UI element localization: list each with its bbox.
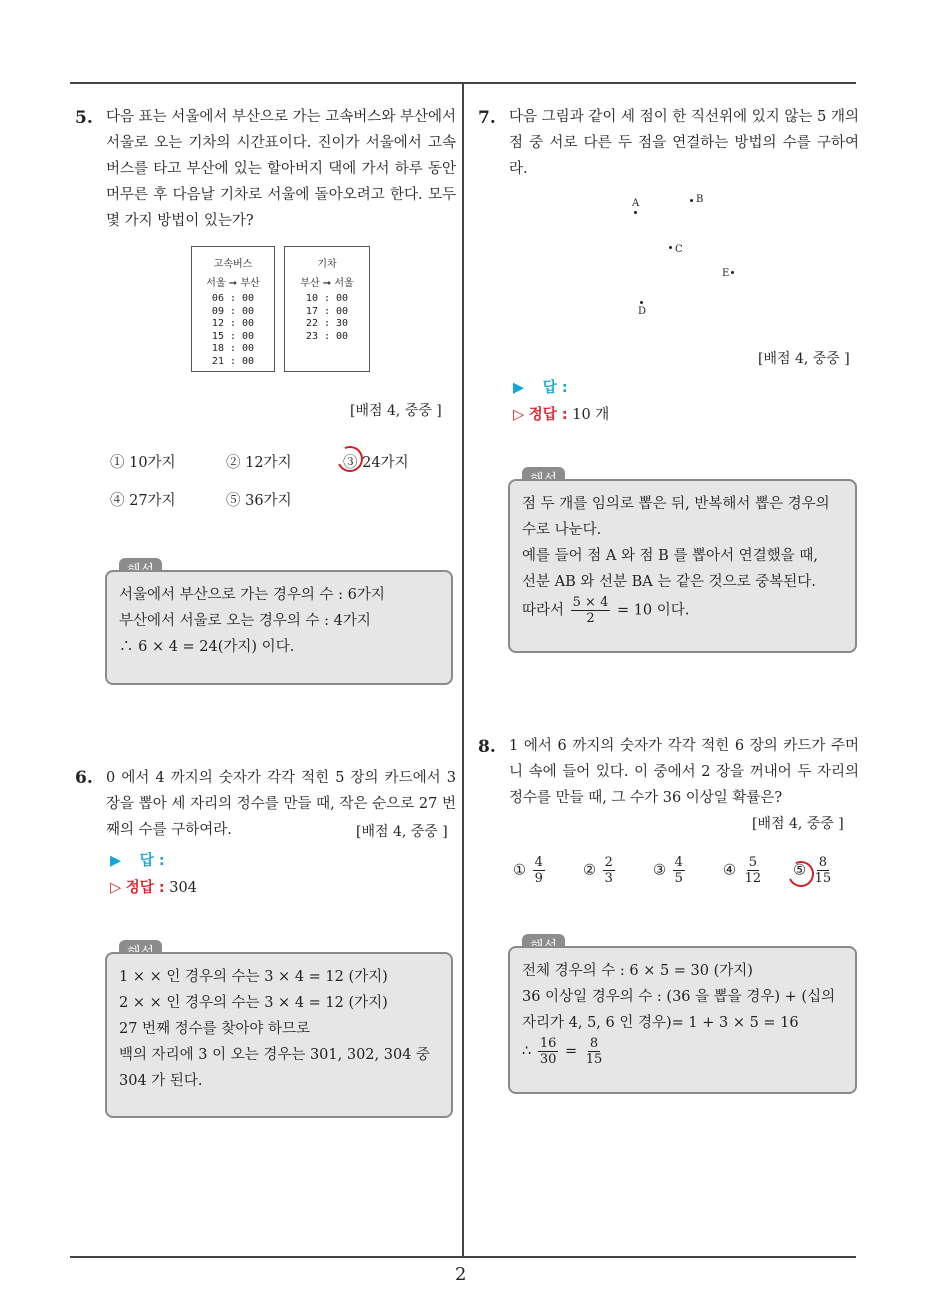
train-time: 10 : 00: [305, 293, 349, 304]
q6-answer-marker-icon: ▶: [110, 853, 122, 869]
q7-number: 7.: [478, 108, 496, 128]
q7-answer-marker-icon: ▶: [513, 380, 525, 396]
denominator: 3: [604, 871, 613, 886]
point-label-d: D: [638, 306, 647, 317]
q6-expl-line: 1 × × 인 경우의 수는 3 × 4 = 12 (가지): [119, 969, 388, 985]
q5-expl-line: 부산에서 서울로 오는 경우의 수 : 4가지: [119, 613, 371, 629]
q8-explanation: [508, 946, 857, 1094]
q7-expl-line: 선분 AB 와 선분 BA 는 같은 것으로 중복된다.: [522, 574, 816, 590]
q8-expl-fraction-2: [584, 1036, 605, 1067]
denominator: 5: [674, 871, 683, 886]
q7-answer-line: [513, 376, 568, 397]
q8-choice-mark: ⑤: [793, 862, 806, 879]
q8-choice-2[interactable]: [583, 855, 617, 886]
q8-choice-fraction: [533, 855, 545, 886]
numerator: 5: [748, 855, 758, 870]
numerator: 4: [534, 855, 543, 870]
q8-expl-line: 36 이상일 경우의 수 : (36 을 뽑을 경우) + (십의: [522, 989, 836, 1005]
q5-expl-line: ∴ 6 × 4 = 24(가지) 이다.: [119, 639, 295, 655]
q7-correct-label: 정답 :: [528, 407, 568, 423]
q8-expl-fraction-line: [522, 1036, 843, 1067]
denominator: 30: [539, 1052, 557, 1067]
q6-answer-label: 답 :: [139, 853, 165, 869]
q7-explanation: [508, 479, 857, 653]
q8-expl-line: 전체 경우의 수 : 6 × 5 = 30 (가지): [522, 963, 753, 979]
q8-choice-3[interactable]: [653, 855, 687, 886]
q8-choice-fraction: [743, 855, 764, 886]
train-time: 17 : 00: [305, 305, 349, 317]
q8-choice-mark: ①: [513, 862, 526, 879]
numerator: 2: [604, 855, 613, 870]
q5-choice-2[interactable]: ② 12가지: [226, 455, 292, 471]
bus-time: 06 : 00: [211, 293, 255, 304]
train-timetable: [284, 246, 370, 372]
q8-choice-fraction: [673, 855, 685, 886]
q7-text: 다음 그림과 같이 세 점이 한 직선위에 있지 않는 5 개의 점 중 서로 다른 두 점을 연결하는 방법의 수를 구하여라.: [509, 109, 859, 177]
q6-expl-line: 백의 자리에 3 이 오는 경우는 301, 302, 304 중: [119, 1047, 431, 1063]
q8-choice-fraction: [813, 855, 834, 886]
point-d: [640, 301, 643, 304]
q7-expl-denominator: 2: [586, 611, 595, 626]
point-a: [634, 211, 637, 214]
q6-correct-line: [110, 876, 197, 897]
q6-expl-line: 2 × × 인 경우의 수는 3 × 4 = 12 (가지): [119, 995, 388, 1011]
numerator: 4: [674, 855, 683, 870]
point-c: [669, 246, 672, 249]
q8-score: [배점 4, 중중 ]: [752, 816, 844, 832]
bus-time: 09 : 00: [211, 305, 255, 317]
q5-number: 5.: [75, 108, 93, 128]
q5-score: [배점 4, 중중 ]: [350, 403, 442, 419]
point-label-b: B: [696, 194, 704, 205]
q5-choice-5[interactable]: ⑤ 36가지: [226, 493, 292, 509]
point-b: [690, 199, 693, 202]
numerator: 8: [589, 1036, 599, 1051]
q6-score: [배점 4, 중중 ]: [356, 824, 448, 840]
point-label-c: C: [675, 244, 683, 255]
q7-score: [배점 4, 중중 ]: [758, 351, 850, 367]
numerator: 8: [818, 855, 828, 870]
q7-correct-marker-icon: ▷: [513, 407, 525, 423]
q7-correct-line: [513, 403, 609, 424]
q6-expl-line: 304 가 된다.: [119, 1073, 203, 1089]
q5-text: 다음 표는 서울에서 부산으로 가는 고속버스와 부산에서 서울로 오는 기차의 시간표이다. 진이가 서울에서 고속버스를 타고 부산에 있는 할아버지 댁에 가서 하루 동안 머무른 후 다음날 기차로 서울에 돌아오려고 한다. 모두 몇 가지 방법이 있는가?: [106, 109, 456, 229]
numerator: 16: [539, 1036, 557, 1051]
train-title: 기차: [317, 259, 337, 270]
q7-expl-post: = 10 이다.: [616, 602, 690, 619]
q8-choice-4[interactable]: [723, 855, 765, 886]
q5-explanation: [105, 570, 453, 685]
q6-correct-value: 304: [169, 880, 197, 896]
q8-choice-1[interactable]: [513, 855, 547, 886]
q8-choice-mark: ④: [723, 862, 736, 879]
q5-choice-1[interactable]: ① 10가지: [110, 455, 176, 471]
q7-expl-line: 점 두 개를 임의로 뽑은 뒤, 반복해서 뽑은 경우의 수로 나눈다.: [522, 496, 830, 538]
page-number: 2: [455, 1264, 467, 1285]
q7-correct-value: 10 개: [572, 407, 610, 423]
q7-expl-line: 예를 들어 점 A 와 점 B 를 뽑아서 연결했을 때,: [522, 548, 818, 564]
q6-number: 6.: [75, 768, 93, 788]
q7-expl-numerator: 5 × 4: [572, 595, 609, 610]
q6-answer-line: [110, 849, 165, 870]
q6-correct-label: 정답 :: [125, 880, 165, 896]
q5-expl-line: 서울에서 부산으로 가는 경우의 수 : 6가지: [119, 587, 385, 603]
bus-time: 21 : 00: [211, 355, 255, 367]
bottom-rule: [70, 1256, 856, 1258]
therefore-symbol: ∴: [522, 1043, 532, 1060]
q6-expl-line: 27 번째 정수를 찾아야 하므로: [119, 1021, 310, 1037]
bus-time: 12 : 00: [211, 318, 255, 329]
bus-timetable: [191, 246, 275, 372]
denominator: 15: [814, 871, 832, 886]
point-label-e: E: [722, 268, 730, 279]
denominator: 15: [585, 1052, 603, 1067]
point-label-a: A: [632, 198, 640, 209]
q6-text: 0 에서 4 까지의 숫자가 각각 적힌 5 장의 카드에서 3 장을 뽑아 세 자리의 정수를 만들 때, 작은 순으로 27 번째의 수를 구하여라.: [106, 770, 456, 838]
point-e: [731, 271, 734, 274]
q8-number: 8.: [478, 737, 496, 757]
column-divider: [462, 82, 464, 1257]
q5-choice-4[interactable]: ④ 27가지: [110, 493, 176, 509]
q8-choice-mark: ③: [653, 862, 666, 879]
bus-time: 18 : 00: [211, 343, 255, 354]
bus-time: 15 : 00: [211, 330, 255, 342]
q7-expl-pre: 따라서: [522, 602, 565, 619]
q8-expl-line: 자리가 4, 5, 6 인 경우)= 1 + 3 × 5 = 16: [522, 1015, 799, 1031]
equals-sign: =: [565, 1043, 578, 1060]
q8-expl-fraction-1: [538, 1036, 559, 1067]
q5-choice-3[interactable]: ③ 24가지: [343, 455, 409, 471]
q8-choice-fraction: [603, 855, 615, 886]
q7-expl-fraction: [571, 595, 611, 626]
bus-route: 서울 ➞ 부산: [206, 278, 260, 289]
denominator: 9: [534, 871, 543, 886]
q8-choice-mark: ②: [583, 862, 596, 879]
q7-expl-last-line: [522, 595, 843, 626]
denominator: 12: [744, 871, 762, 886]
train-route: 부산 ➞ 서울: [300, 278, 354, 289]
q6-correct-marker-icon: ▷: [110, 880, 122, 896]
q7-answer-label: 답 :: [542, 380, 568, 396]
train-time: 23 : 00: [305, 330, 349, 342]
q6-explanation: [105, 952, 453, 1118]
train-time: 22 : 30: [305, 318, 349, 329]
bus-title: 고속버스: [213, 259, 253, 270]
q8-text: 1 에서 6 까지의 숫자가 각각 적힌 6 장의 카드가 주머니 속에 들어 있다. 이 중에서 2 장을 꺼내어 두 자리의 정수를 만들 때, 그 수가 36 이상일 확률은?: [509, 738, 859, 806]
